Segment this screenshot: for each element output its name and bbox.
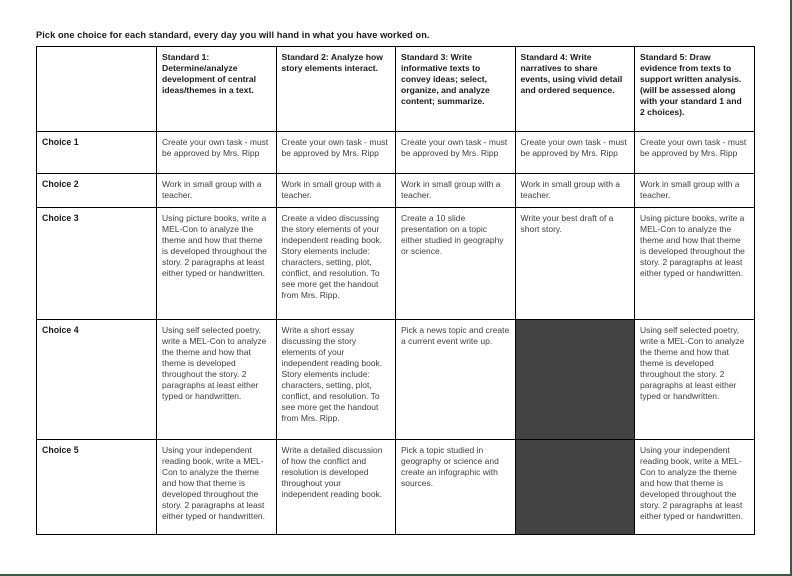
cell-choice3-standard1[interactable]: Using picture books, write a MEL-Con to analyze the theme and how that theme is developed throughout the story. 2 paragraphs at least either typed or handwritten. xyxy=(157,208,277,320)
header-corner-cell xyxy=(37,47,157,132)
cell-choice1-standard1[interactable]: Create your own task - must be approved by Mrs. Ripp xyxy=(157,132,277,174)
column-header-standard-2: Standard 2: Analyze how story elements interact. xyxy=(276,47,396,132)
row-label-choice-2: Choice 2 xyxy=(37,174,157,208)
row-label-choice-1: Choice 1 xyxy=(37,132,157,174)
cell-choice3-standard4[interactable]: Write your best draft of a short story. xyxy=(515,208,635,320)
column-header-standard-3: Standard 3: Write informative texts to convey ideas; select, organize, and analyze content; summarize. xyxy=(396,47,516,132)
cell-choice5-standard3[interactable]: Pick a topic studied in geography or science and create an infographic with sources. xyxy=(396,440,516,535)
cell-choice4-standard4-blocked xyxy=(515,320,635,440)
cell-choice2-standard5[interactable]: Work in small group with a teacher. xyxy=(635,174,755,208)
column-header-standard-4: Standard 4: Write narratives to share events, using vivid detail and ordered sequence. xyxy=(515,47,635,132)
cell-choice1-standard4[interactable]: Create your own task - must be approved by Mrs. Ripp xyxy=(515,132,635,174)
table-header-row xyxy=(37,47,755,132)
cell-choice1-standard5[interactable]: Create your own task - must be approved by Mrs. Ripp xyxy=(635,132,755,174)
cell-choice3-standard5[interactable]: Using picture books, write a MEL-Con to analyze the theme and how that theme is developed throughout the story. 2 paragraphs at least either typed or handwritten. xyxy=(635,208,755,320)
cell-choice2-standard2[interactable]: Work in small group with a teacher. xyxy=(276,174,396,208)
row-label-choice-3: Choice 3 xyxy=(37,208,157,320)
cell-choice3-standard2[interactable]: Create a video discussing the story elements of your independent reading book. Story elements include: characters, setting, plot, conflict, and resolution. To see more get the handout from Mrs. Ripp. xyxy=(276,208,396,320)
intro-instruction: Pick one choice for each standard, every day you will hand in what you have worked on. xyxy=(36,30,430,40)
cell-choice2-standard3[interactable]: Work in small group with a teacher. xyxy=(396,174,516,208)
column-header-standard-1: Standard 1: Determine/analyze development of central ideas/themes in a text. xyxy=(157,47,277,132)
table-row xyxy=(37,174,755,208)
cell-choice4-standard3[interactable]: Pick a news topic and create a current event write up. xyxy=(396,320,516,440)
table-row xyxy=(37,440,755,535)
cell-choice4-standard2[interactable]: Write a short essay discussing the story elements of your independent reading book. Story elements include: characters, setting, plot, conflict, and resolution. To see more get the handout from Mrs. Ripp. xyxy=(276,320,396,440)
choice-board-table xyxy=(36,46,755,535)
cell-choice1-standard3[interactable]: Create your own task - must be approved by Mrs. Ripp xyxy=(396,132,516,174)
row-label-choice-5: Choice 5 xyxy=(37,440,157,535)
table-row xyxy=(37,320,755,440)
row-label-choice-4: Choice 4 xyxy=(37,320,157,440)
cell-choice4-standard5[interactable]: Using self selected poetry, write a MEL-Con to analyze the theme and how that theme is developed throughout the story. 2 paragraphs at least either typed or handwritten. xyxy=(635,320,755,440)
cell-choice5-standard2[interactable]: Write a detailed discussion of how the conflict and resolution is developed throughout your independent reading book. xyxy=(276,440,396,535)
cell-choice2-standard1[interactable]: Work in small group with a teacher. xyxy=(157,174,277,208)
cell-choice5-standard1[interactable]: Using your independent reading book, write a MEL-Con to analyze the theme and how that theme is developed throughout the story. 2 paragraphs at least either typed or handwritten. xyxy=(157,440,277,535)
table-row xyxy=(37,208,755,320)
column-header-standard-5: Standard 5: Draw evidence from texts to support written analysis. (will be assessed along with your standard 1 and 2 choices). xyxy=(635,47,755,132)
cell-choice2-standard4[interactable]: Work in small group with a teacher. xyxy=(515,174,635,208)
cell-choice3-standard3[interactable]: Create a 10 slide presentation on a topic either studied in geography or science. xyxy=(396,208,516,320)
table-row xyxy=(37,132,755,174)
cell-choice5-standard5[interactable]: Using your independent reading book, write a MEL-Con to analyze the theme and how that theme is developed throughout the story. 2 paragraphs at least either typed or handwritten. xyxy=(635,440,755,535)
cell-choice5-standard4-blocked xyxy=(515,440,635,535)
cell-choice1-standard2[interactable]: Create your own task - must be approved by Mrs. Ripp xyxy=(276,132,396,174)
cell-choice4-standard1[interactable]: Using self selected poetry, write a MEL-Con to analyze the theme and how that theme is developed throughout the story. 2 paragraphs at least either typed or handwritten. xyxy=(157,320,277,440)
